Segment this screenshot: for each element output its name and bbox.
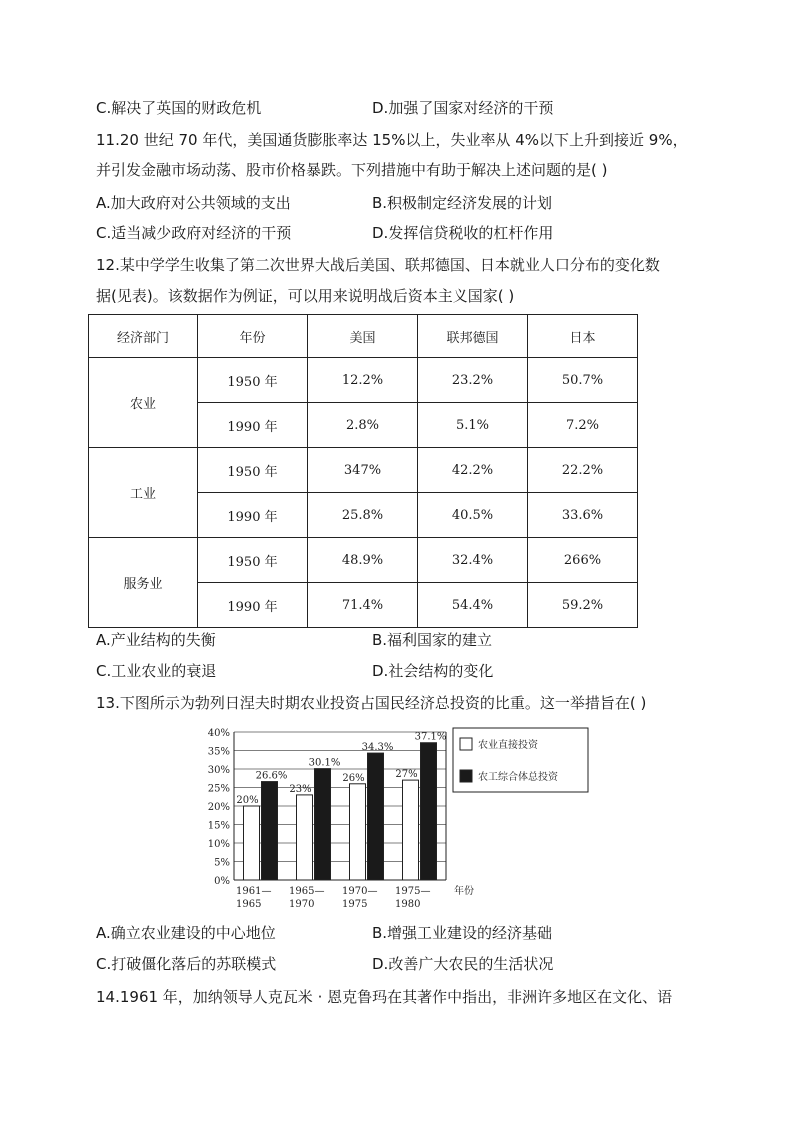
q10-option-c: C.解决了英国的财政危机: [96, 99, 262, 117]
bar-agro-complex: [368, 753, 384, 880]
cell-japan: 33.6%: [528, 493, 638, 538]
q13-stem: 13.下图所示为勃列日涅夫时期农业投资占国民经济总投资的比重。这一举措旨在( ): [96, 694, 647, 712]
cell-japan: 22.2%: [528, 448, 638, 493]
cell-west-germany: 40.5%: [418, 493, 528, 538]
y-tick-label: 0%: [214, 876, 230, 887]
cell-year: 1990 年: [198, 583, 308, 628]
table-row: [89, 448, 638, 493]
bar-data-label: 26.6%: [255, 770, 288, 782]
legend-label: 农工综合体总投资: [478, 772, 558, 783]
q11-stem-line1: 11.20 世纪 70 年代，美国通货膨胀率达 15%以上，失业率从 4%以下上升到接近 9%，: [96, 131, 688, 149]
cell-us: 25.8%: [308, 493, 418, 538]
cell-year: 1950 年: [198, 448, 308, 493]
q13-option-b: B.增强工业建设的经济基础: [372, 924, 553, 942]
y-tick-label: 5%: [214, 857, 230, 869]
legend-swatch: [460, 770, 472, 782]
x-tick-label: 1965—: [289, 886, 325, 897]
cell-us: 347%: [308, 448, 418, 493]
q10-option-d: D.加强了国家对经济的干预: [372, 99, 554, 117]
q13-option-d: D.改善广大农民的生活状况: [372, 955, 554, 973]
x-tick-label: 1965: [236, 899, 262, 910]
bar-agri-direct: [297, 795, 313, 880]
investment-bar-chart: [200, 722, 600, 912]
header-west-germany: 联邦德国: [418, 315, 528, 358]
cell-west-germany: 23.2%: [418, 358, 528, 403]
cell-year: 1990 年: [198, 493, 308, 538]
x-tick-label: 1975: [342, 899, 368, 910]
table-header-row: [89, 315, 638, 358]
x-tick-label: 1961—: [236, 886, 272, 897]
q14-stem-line1: 14.1961 年，加纳领导人克瓦米 · 恩克鲁玛在其著作中指出，非洲许多地区在文化、语: [96, 988, 673, 1006]
bar-data-label: 37.1%: [414, 731, 447, 743]
bar-agri-direct: [403, 780, 419, 880]
cell-japan: 50.7%: [528, 358, 638, 403]
bar-agro-complex: [315, 769, 331, 880]
cell-west-germany: 42.2%: [418, 448, 528, 493]
y-tick-label: 25%: [207, 783, 230, 795]
x-axis-label: 年份: [454, 886, 474, 897]
bar-agro-complex: [262, 782, 278, 880]
q11-option-d: D.发挥信贷税收的杠杆作用: [372, 224, 554, 242]
y-tick-label: 10%: [207, 839, 230, 850]
bar-data-label: 30.1%: [308, 757, 341, 769]
table-row: [89, 538, 638, 583]
bar-data-label: 34.3%: [361, 742, 394, 754]
q11-option-c: C.适当减少政府对经济的干预: [96, 224, 292, 242]
cell-us: 48.9%: [308, 538, 418, 583]
employment-table: [88, 314, 638, 628]
q12-option-a: A.产业结构的失衡: [96, 631, 216, 649]
cell-us: 71.4%: [308, 583, 418, 628]
cell-year: 1950 年: [198, 538, 308, 583]
cell-japan: 59.2%: [528, 583, 638, 628]
q11-option-b: B.积极制定经济发展的计划: [372, 194, 553, 212]
bar-agri-direct: [350, 784, 366, 880]
q12-stem-line1: 12.某中学学生收集了第二次世界大战后美国、联邦德国、日本就业人口分布的变化数: [96, 256, 660, 274]
bar-agri-direct: [244, 806, 260, 880]
y-tick-label: 20%: [207, 802, 230, 813]
q11-option-a: A.加大政府对公共领域的支出: [96, 194, 291, 212]
cell-year: 1950 年: [198, 358, 308, 403]
bar-agro-complex: [421, 743, 437, 880]
y-tick-label: 40%: [207, 728, 230, 739]
cell-west-germany: 5.1%: [418, 403, 528, 448]
header-sector: 经济部门: [89, 315, 198, 358]
legend-label: 农业直接投资: [478, 740, 538, 751]
cell-japan: 266%: [528, 538, 638, 583]
y-tick-label: 35%: [207, 746, 230, 758]
q12-option-d: D.社会结构的变化: [372, 662, 494, 680]
cell-japan: 7.2%: [528, 403, 638, 448]
header-japan: 日本: [528, 315, 638, 358]
q12-option-b: B.福利国家的建立: [372, 631, 493, 649]
y-tick-label: 15%: [207, 820, 230, 832]
x-tick-label: 1970—: [342, 886, 378, 897]
q13-option-c: C.打破僵化落后的苏联模式: [96, 955, 277, 973]
bar-data-label: 26%: [342, 772, 365, 784]
cell-west-germany: 32.4%: [418, 538, 528, 583]
header-us: 美国: [308, 315, 418, 358]
sector-industry: 工业: [89, 448, 198, 538]
x-tick-label: 1975—: [395, 886, 431, 897]
bar-data-label: 23%: [289, 783, 312, 795]
legend-swatch: [460, 738, 472, 750]
sector-agriculture: 农业: [89, 358, 198, 448]
bar-data-label: 27%: [395, 769, 418, 781]
q11-stem-line2: 并引发金融市场动荡、股市价格暴跌。下列措施中有助于解决上述问题的是( ): [96, 161, 608, 179]
q13-option-a: A.确立农业建设的中心地位: [96, 924, 276, 942]
sector-services: 服务业: [89, 538, 198, 628]
x-tick-label: 1970: [289, 899, 315, 910]
q12-stem-line2: 据(见表)。该数据作为例证，可以用来说明战后资本主义国家( ): [96, 287, 515, 305]
y-tick-label: 30%: [207, 765, 230, 776]
cell-west-germany: 54.4%: [418, 583, 528, 628]
table-row: [89, 358, 638, 403]
cell-us: 12.2%: [308, 358, 418, 403]
cell-us: 2.8%: [308, 403, 418, 448]
header-year: 年份: [198, 315, 308, 358]
cell-year: 1990 年: [198, 403, 308, 448]
bar-data-label: 20%: [236, 795, 259, 806]
x-tick-label: 1980: [395, 899, 421, 910]
q12-option-c: C.工业农业的衰退: [96, 662, 217, 680]
